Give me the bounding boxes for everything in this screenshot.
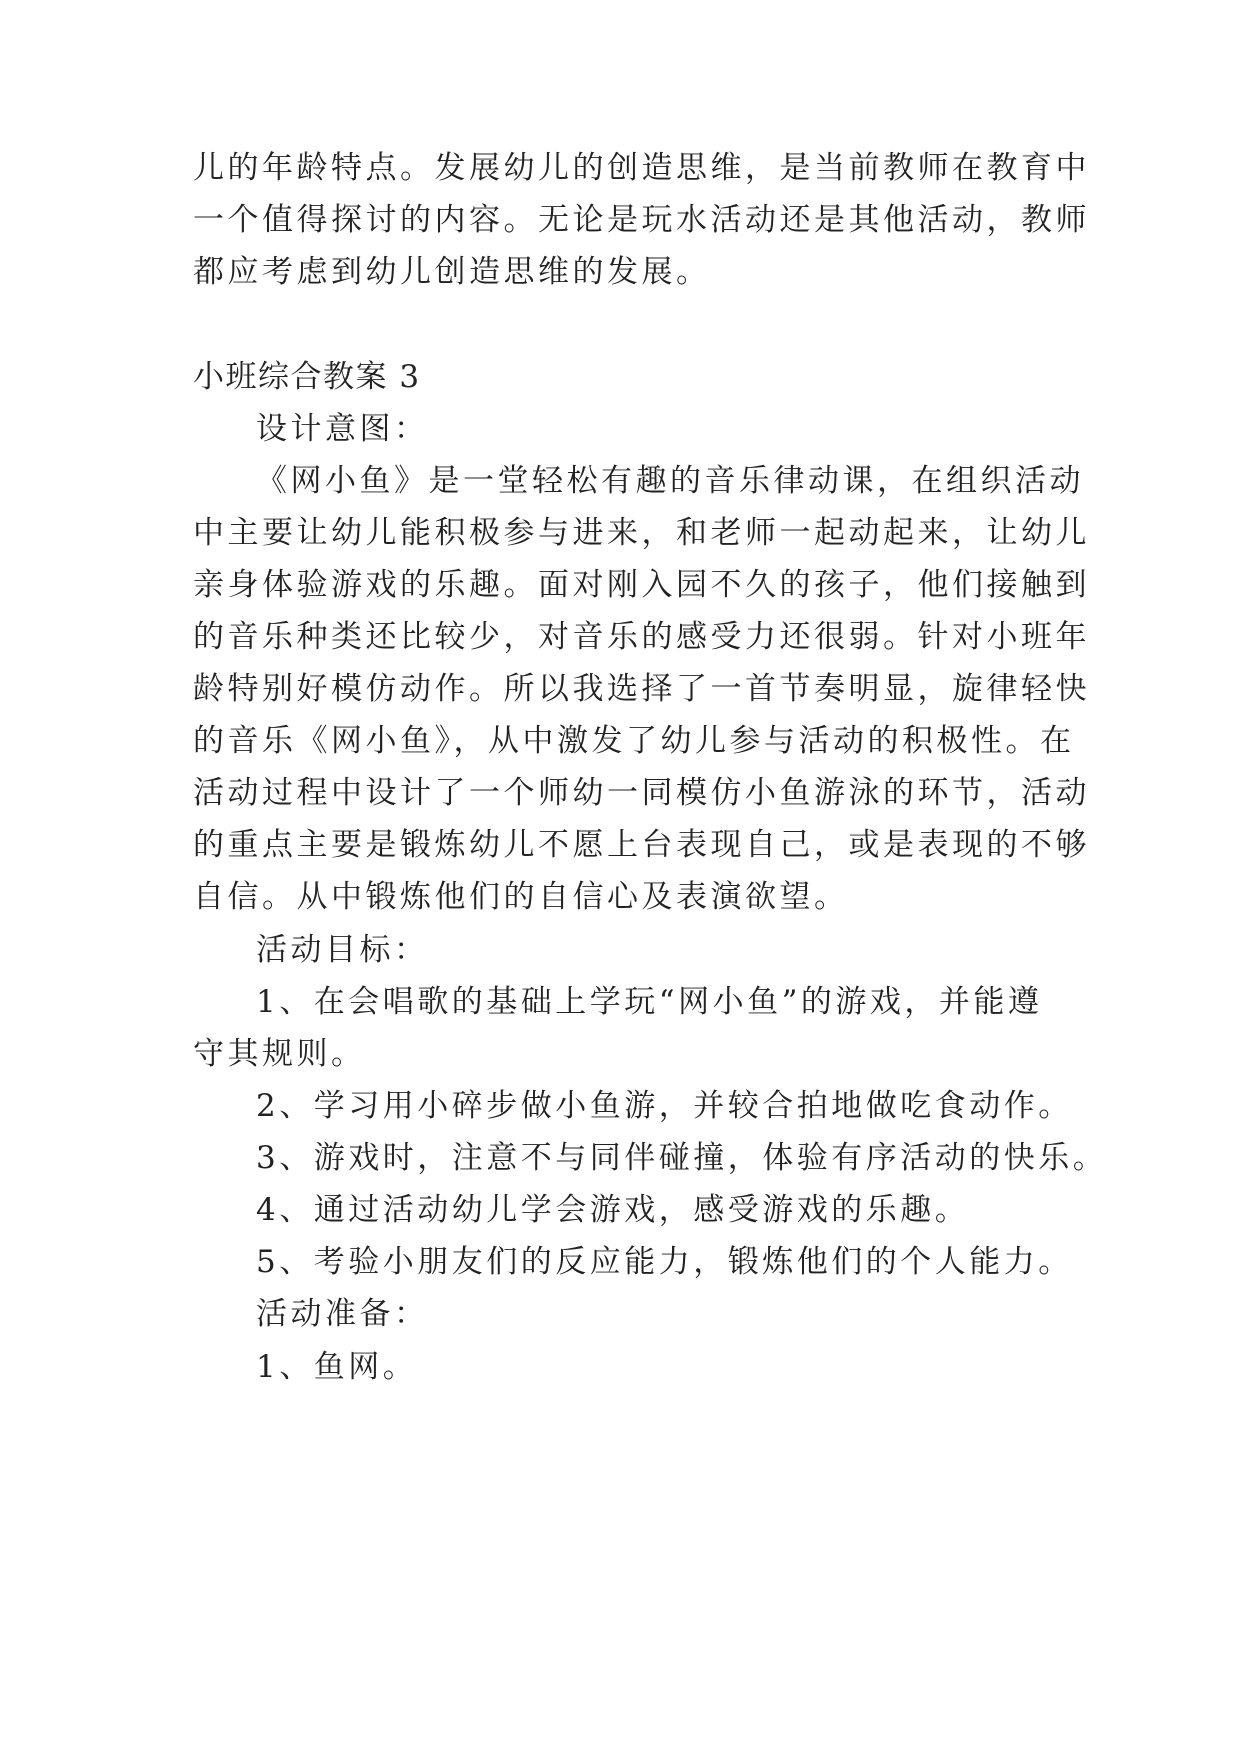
section-title: 小班综合教案 3	[193, 359, 421, 395]
goal-1-line-2: 守其规则。	[193, 1036, 366, 1072]
goal-4: 4、通过活动幼儿学会游戏，感受游戏的乐趣。	[256, 1192, 970, 1228]
prep-item-1: 1、鱼网。	[256, 1349, 418, 1385]
design-line-7: 活动过程中设计了一个师幼一同模仿小鱼游泳的环节，活动	[193, 775, 1090, 811]
design-line-3: 亲身体验游戏的乐趣。面对刚入园不久的孩子，他们接触到	[193, 567, 1090, 603]
intro-line-3: 都应考虑到幼儿创造思维的发展。	[193, 254, 711, 290]
prep-heading: 活动准备：	[256, 1296, 429, 1332]
goals-heading: 活动目标：	[256, 932, 429, 968]
goal-3: 3、游戏时，注意不与同伴碰撞，体验有序活动的快乐。	[256, 1140, 1108, 1176]
design-line-1: 《网小鱼》是一堂轻松有趣的音乐律动课，在组织活动	[256, 463, 1084, 499]
goal-2: 2、学习用小碎步做小鱼游，并较合拍地做吃食动作。	[256, 1088, 1073, 1124]
goal-5: 5、考验小朋友们的反应能力，锻炼他们的个人能力。	[256, 1244, 1073, 1280]
goal-1-line-1: 1、在会唱歌的基础上学玩“网小鱼”的游戏，并能遵	[256, 984, 1043, 1020]
design-line-4: 的音乐种类还比较少，对音乐的感受力还很弱。针对小班年	[193, 619, 1090, 655]
design-line-6: 的音乐《网小鱼》，从中激发了幼儿参与活动的积极性。在	[193, 723, 1075, 759]
design-line-9: 自信。从中锻炼他们的自信心及表演欲望。	[193, 879, 849, 915]
design-line-5: 龄特别好模仿动作。所以我选择了一首节奏明显，旋律轻快	[193, 671, 1090, 707]
design-heading: 设计意图：	[256, 411, 429, 447]
intro-line-1: 儿的年龄特点。发展幼儿的创造思维，是当前教师在教育中	[193, 150, 1090, 186]
design-line-8: 的重点主要是锻炼幼儿不愿上台表现自己，或是表现的不够	[193, 827, 1090, 863]
design-line-2: 中主要让幼儿能积极参与进来，和老师一起动起来，让幼儿	[193, 515, 1090, 551]
intro-line-2: 一个值得探讨的内容。无论是玩水活动还是其他活动，教师	[193, 202, 1090, 238]
